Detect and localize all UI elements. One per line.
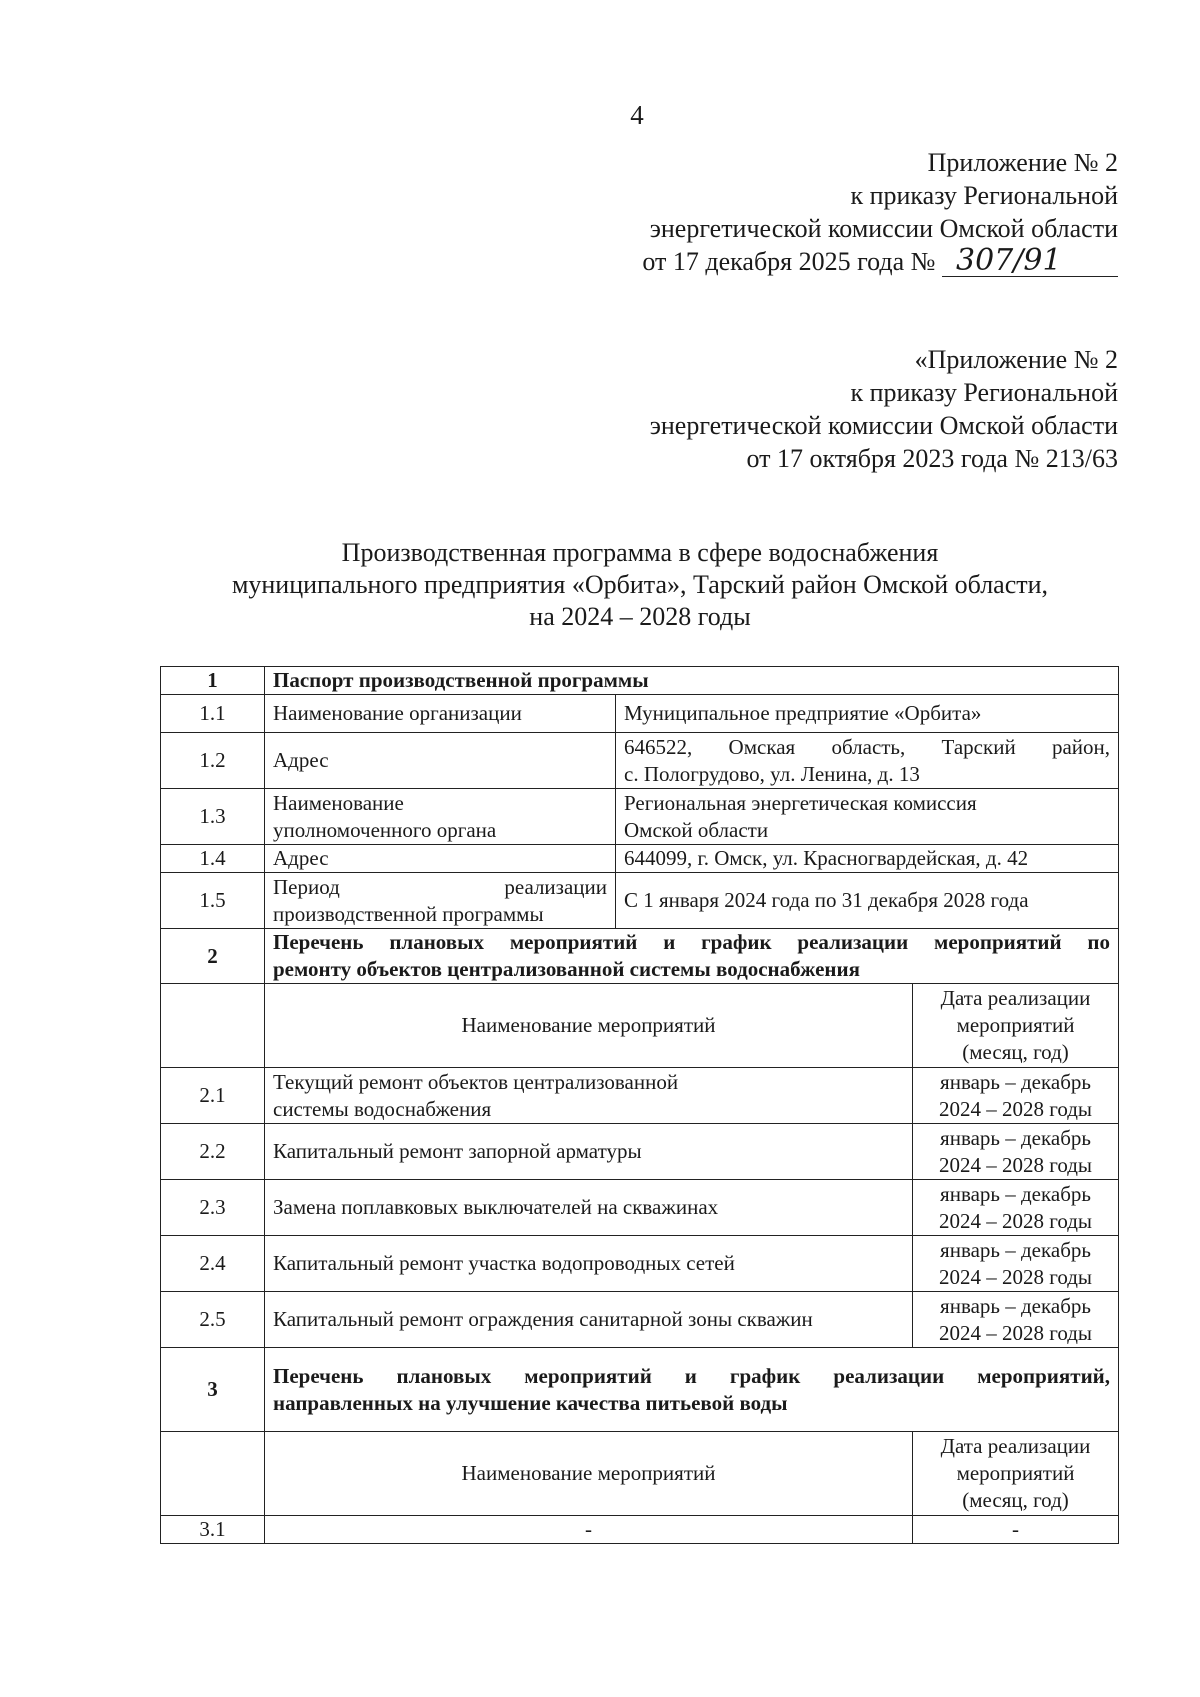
page-number: 4 xyxy=(630,100,644,130)
section-header-row xyxy=(161,929,1119,984)
title-line: Производственная программа в сфере водоснабжения xyxy=(341,538,939,567)
activity-name: Капитальный ремонт запорной арматуры xyxy=(265,1124,913,1180)
row-value xyxy=(616,789,1119,845)
column-header-row xyxy=(161,1432,1119,1516)
row-number: 1.4 xyxy=(161,845,265,873)
row-number: 2.2 xyxy=(161,1124,265,1180)
table-row xyxy=(161,733,1119,789)
column-header-name: Наименование мероприятий xyxy=(265,984,913,1068)
value-line: 646522, Омская область, Тарский район, xyxy=(624,734,1111,759)
row-number: 2.3 xyxy=(161,1180,265,1236)
value-line: с. Пологрудово, ул. Ленина, д. 13 xyxy=(624,761,920,786)
empty-cell xyxy=(161,984,265,1068)
appendix-line: Приложение № 2 xyxy=(927,148,1118,177)
activity-name: Замена поплавковых выключателей на скважинах xyxy=(265,1180,913,1236)
table-row xyxy=(161,789,1119,845)
document-title xyxy=(160,537,1120,633)
section-heading xyxy=(265,929,1119,984)
date-line: 2024 – 2028 годы xyxy=(939,1096,1093,1121)
activity-date xyxy=(913,1180,1119,1236)
row-number: 2.4 xyxy=(161,1236,265,1292)
appendix-line: энергетической комиссии Омской области xyxy=(649,411,1118,440)
row-value: С 1 января 2024 года по 31 декабря 2028 года xyxy=(616,873,1119,929)
appendix-line: к приказу Региональной xyxy=(850,181,1118,210)
column-header-name: Наименование мероприятий xyxy=(265,1432,913,1516)
row-label: Наименование организации xyxy=(265,695,616,733)
heading-line: Перечень плановых мероприятий и график реализации мероприятий по xyxy=(273,930,1111,954)
name-line: системы водоснабжения xyxy=(273,1096,492,1121)
table-row xyxy=(161,1180,1119,1236)
header-line: (месяц, год) xyxy=(962,1040,1069,1064)
label-line: Период реализации xyxy=(273,874,607,899)
date-line: январь – декабрь xyxy=(940,1293,1091,1318)
activity-name xyxy=(265,1068,913,1124)
table-row xyxy=(161,1068,1119,1124)
row-number: 1.1 xyxy=(161,695,265,733)
section-number: 1 xyxy=(161,667,265,695)
program-table xyxy=(160,666,1119,1544)
handwritten-order-number: 307/91 xyxy=(942,247,1118,277)
date-line: январь – декабрь xyxy=(940,1069,1091,1094)
activity-name: Капитальный ремонт участка водопроводных сетей xyxy=(265,1236,913,1292)
activity-date xyxy=(913,1292,1119,1348)
activity-date xyxy=(913,1068,1119,1124)
empty-cell xyxy=(161,1432,265,1516)
date-line: 2024 – 2028 годы xyxy=(939,1208,1093,1233)
row-label xyxy=(265,789,616,845)
activity-name: Капитальный ремонт ограждения санитарной зоны скважин xyxy=(265,1292,913,1348)
name-line: Текущий ремонт объектов централизованной xyxy=(273,1069,679,1094)
column-header-row xyxy=(161,984,1119,1068)
date-line: 2024 – 2028 годы xyxy=(939,1152,1093,1177)
appendix-line: энергетической комиссии Омской области xyxy=(649,214,1118,243)
row-number: 1.2 xyxy=(161,733,265,789)
label-line: уполномоченного органа xyxy=(273,817,497,842)
activity-date xyxy=(913,1124,1119,1180)
date-line: январь – декабрь xyxy=(940,1181,1091,1206)
section-header-row xyxy=(161,1348,1119,1432)
appendix-line: от 17 октября 2023 года № 213/63 xyxy=(746,444,1118,473)
row-value xyxy=(616,733,1119,789)
appendix-header-previous xyxy=(650,343,1118,475)
header-line: (месяц, год) xyxy=(962,1488,1069,1512)
table-row xyxy=(161,873,1119,929)
heading-line: направленных на улучшение качества питьевой воды xyxy=(273,1390,788,1415)
row-value: 644099, г. Омск, ул. Красногвардейская, д. 42 xyxy=(616,845,1119,873)
date-line: 2024 – 2028 годы xyxy=(939,1264,1093,1289)
appendix-line-date xyxy=(642,245,1118,278)
activity-date: - xyxy=(913,1516,1119,1544)
row-value: Муниципальное предприятие «Орбита» xyxy=(616,695,1119,733)
value-line: Региональная энергетическая комиссия xyxy=(624,790,977,815)
activity-name: - xyxy=(265,1516,913,1544)
activity-date xyxy=(913,1236,1119,1292)
title-line: на 2024 – 2028 годы xyxy=(529,602,751,631)
label-line: производственной программы xyxy=(273,901,544,926)
date-line: 2024 – 2028 годы xyxy=(939,1320,1093,1345)
table-row xyxy=(161,1516,1119,1544)
section-heading: Паспорт производственной программы xyxy=(265,667,1119,695)
table-row xyxy=(161,1124,1119,1180)
row-number: 2.5 xyxy=(161,1292,265,1348)
date-line: январь – декабрь xyxy=(940,1237,1091,1262)
column-header-date xyxy=(913,1432,1119,1516)
section-number: 2 xyxy=(161,929,265,984)
section-heading xyxy=(265,1348,1119,1432)
table-row xyxy=(161,695,1119,733)
row-label xyxy=(265,873,616,929)
appendix-line: к приказу Региональной xyxy=(850,378,1118,407)
header-line: Дата реализации xyxy=(940,986,1091,1010)
table-row xyxy=(161,1236,1119,1292)
header-line: Дата реализации xyxy=(940,1434,1091,1458)
date-line: январь – декабрь xyxy=(940,1125,1091,1150)
row-number: 1.3 xyxy=(161,789,265,845)
section-number: 3 xyxy=(161,1348,265,1432)
row-label: Адрес xyxy=(265,733,616,789)
row-label: Адрес xyxy=(265,845,616,873)
column-header-date xyxy=(913,984,1119,1068)
header-line: мероприятий xyxy=(956,1461,1075,1485)
table-row xyxy=(161,845,1119,873)
appendix-header-current xyxy=(642,146,1118,278)
heading-line: ремонту объектов централизованной системы водоснабжения xyxy=(273,957,860,981)
row-number: 2.1 xyxy=(161,1068,265,1124)
row-number: 1.5 xyxy=(161,873,265,929)
header-line: мероприятий xyxy=(956,1013,1075,1037)
appendix-line: «Приложение № 2 xyxy=(914,345,1118,374)
value-line: Омской области xyxy=(624,817,769,842)
heading-line: Перечень плановых мероприятий и график реализации мероприятий, xyxy=(273,1363,1111,1388)
label-line: Наименование xyxy=(273,790,404,815)
table-row xyxy=(161,1292,1119,1348)
row-number: 3.1 xyxy=(161,1516,265,1544)
section-header-row xyxy=(161,667,1119,695)
appendix-date-text: от 17 декабря 2025 года № xyxy=(642,247,936,276)
title-line: муниципального предприятия «Орбита», Тарский район Омской области, xyxy=(231,570,1049,599)
